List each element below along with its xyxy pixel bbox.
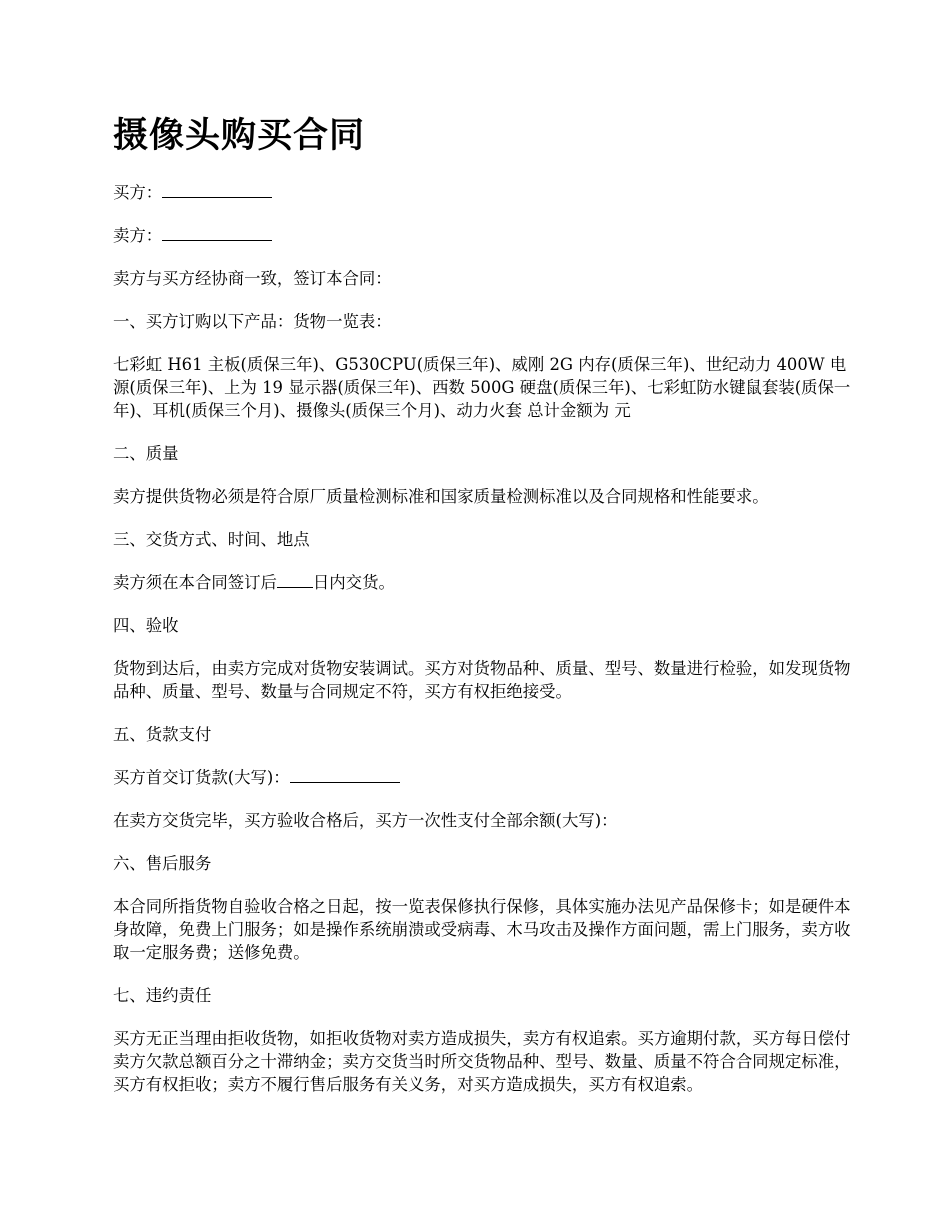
section-4-body: 货物到达后，由卖方完成对货物安装调试。买方对货物品种、质量、型号、数量进行检验，如发现货物品种、质量、型号、数量与合同规定不符，买方有权拒绝接受。	[113, 659, 851, 701]
buyer-blank	[162, 182, 272, 198]
document-title: 摄像头购买合同	[113, 116, 366, 156]
delivery-days-blank	[277, 572, 313, 588]
section-7-body: 买方无正当理由拒收货物，如拒收货物对卖方造成损失，卖方有权追索。买方逾期付款，买方每日偿付卖方欠款总额百分之十滞纳金；卖方交货当时所交货物品种、型号、数量、质量不符合合同规定标准，买方有权拒收；卖方不履行售后服务有关义务，对买方造成损失，买方有权追索。	[113, 1029, 851, 1094]
section-1-body: 七彩虹 H61 主板(质保三年)、G530CPU(质保三年)、威刚 2G 内存(质保三年)、世纪动力 400W 电源(质保三年)、上为 19 显示器(质保三年)、西数 500G 硬盘(质保三年)、七彩虹防水键鼠套装(质保一年)、耳机(质保三个月)、摄像头(质保三个月)、动力火套 总计金额为 元	[113, 355, 851, 420]
buyer-label: 买方：	[113, 183, 163, 202]
deposit-line	[113, 766, 858, 789]
deposit-blank	[290, 767, 400, 783]
seller-label: 卖方：	[113, 226, 163, 245]
section-7-heading: 七、违约责任	[113, 986, 212, 1005]
section-2-heading: 二、质量	[113, 444, 179, 463]
delivery-text-before: 卖方须在本合同签订后	[113, 573, 277, 592]
contract-page	[113, 112, 858, 1116]
section-6-body: 本合同所指货物自验收合格之日起，按一览表保修执行保修，具体实施办法见产品保修卡；如是硬件本身故障，免费上门服务；如是操作系统崩溃或受病毒、木马攻击及操作方面问题，需上门服务，卖方收取一定服务费；送修免费。	[113, 897, 851, 962]
balance-line: 在卖方交货完毕，买方验收合格后，买方一次性支付全部余额(大写)：	[113, 811, 618, 830]
section-2-body: 卖方提供货物必须是符合原厂质量检测标准和国家质量检测标准以及合同规格和性能要求。	[113, 487, 769, 506]
section-1-heading: 一、买方订购以下产品：货物一览表：	[113, 312, 392, 331]
seller-line	[113, 224, 858, 247]
section-3-heading: 三、交货方式、时间、地点	[113, 530, 310, 549]
buyer-line	[113, 181, 858, 204]
seller-blank	[162, 225, 272, 241]
deposit-label: 买方首交订货款(大写)：	[113, 768, 290, 787]
section-4-heading: 四、验收	[113, 616, 179, 635]
intro-paragraph: 卖方与买方经协商一致，签订本合同：	[113, 269, 392, 288]
section-6-heading: 六、售后服务	[113, 854, 212, 873]
section-3-body	[113, 571, 858, 594]
delivery-text-after: 日内交货。	[312, 573, 395, 592]
section-5-heading: 五、货款支付	[113, 725, 212, 744]
